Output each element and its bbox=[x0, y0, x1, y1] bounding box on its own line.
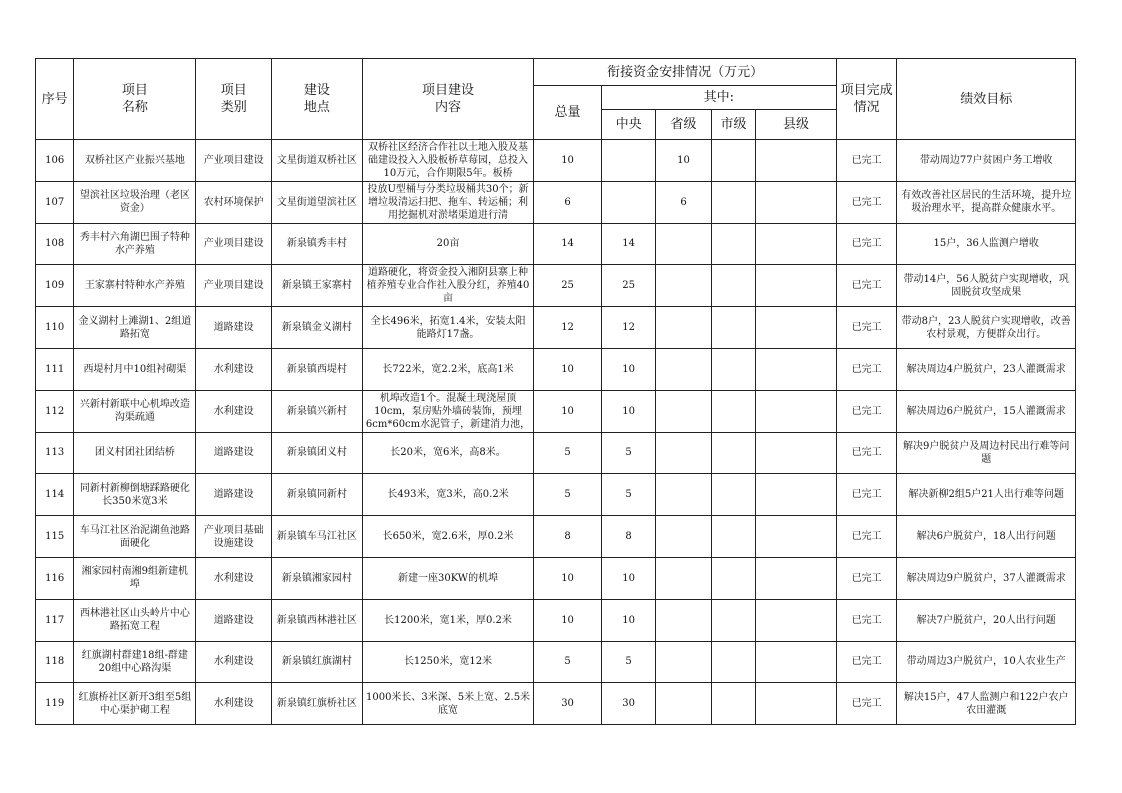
cell-goal: 带动14户，56人脱贫户实现增收，巩固脱贫攻坚成果 bbox=[897, 265, 1076, 307]
cell-type: 水利建设 bbox=[196, 683, 272, 725]
cell-location: 新泉镇红旗桥社区 bbox=[272, 683, 363, 725]
cell-seq: 111 bbox=[36, 348, 74, 390]
cell-goal: 解决7户脱贫户，20人出行问题 bbox=[897, 599, 1076, 641]
table-row bbox=[36, 181, 1076, 223]
cell-name: 西堤村月中10组衬砌渠 bbox=[74, 348, 196, 390]
cell-status: 已完工 bbox=[836, 307, 897, 349]
cell-central bbox=[601, 181, 655, 223]
cell-goal: 解决周边6户脱贫户，15人灌溉需求 bbox=[897, 390, 1076, 432]
cell-location: 新泉镇湘家园村 bbox=[272, 557, 363, 599]
table-row bbox=[36, 599, 1076, 641]
cell-county bbox=[756, 140, 837, 182]
header-of-which: 其中: bbox=[601, 86, 836, 110]
content-text: 长650米，宽2.6米，厚0.2米 bbox=[382, 531, 514, 543]
content-text: 投放U型桶与分类垃圾桶共30个；新增垃圾清运扫把、拖车、转运桶；利用挖掘机对淤堵渠道进行清 bbox=[367, 183, 529, 221]
cell-seq: 107 bbox=[36, 181, 74, 223]
content-text: 20亩 bbox=[436, 238, 460, 250]
cell-location: 新泉镇西堤村 bbox=[272, 348, 363, 390]
cell-type: 产业项目建设 bbox=[196, 265, 272, 307]
cell-provincial bbox=[656, 390, 711, 432]
cell-location: 新泉镇西林港社区 bbox=[272, 599, 363, 641]
cell-provincial bbox=[656, 432, 711, 474]
table-row bbox=[36, 307, 1076, 349]
cell-county bbox=[756, 599, 837, 641]
cell-name: 兴新村新联中心机埠改造沟渠疏通 bbox=[74, 390, 196, 432]
cell-provincial bbox=[656, 223, 711, 265]
cell-goal: 带动周边3户脱贫户，10人农业生产 bbox=[897, 641, 1076, 683]
cell-status: 已完工 bbox=[836, 641, 897, 683]
cell-city bbox=[711, 641, 755, 683]
cell-status: 已完工 bbox=[836, 265, 897, 307]
cell-goal: 15户，36人监测户增收 bbox=[897, 223, 1076, 265]
cell-content bbox=[362, 516, 533, 558]
cell-seq: 115 bbox=[36, 516, 74, 558]
cell-location: 新泉镇车马江社区 bbox=[272, 516, 363, 558]
cell-provincial: 10 bbox=[656, 140, 711, 182]
cell-type: 道路建设 bbox=[196, 599, 272, 641]
cell-location: 新泉镇红旗湖村 bbox=[272, 641, 363, 683]
cell-name: 湘家园村南湘9组新建机埠 bbox=[74, 557, 196, 599]
cell-goal: 带动周边77户贫困户务工增收 bbox=[897, 140, 1076, 182]
table-row bbox=[36, 432, 1076, 474]
cell-location: 文星街道望滨社区 bbox=[272, 181, 363, 223]
cell-status: 已完工 bbox=[836, 348, 897, 390]
cell-seq: 113 bbox=[36, 432, 74, 474]
cell-seq: 119 bbox=[36, 683, 74, 725]
cell-county bbox=[756, 683, 837, 725]
cell-status: 已完工 bbox=[836, 516, 897, 558]
cell-county bbox=[756, 181, 837, 223]
cell-type: 道路建设 bbox=[196, 307, 272, 349]
cell-city bbox=[711, 307, 755, 349]
cell-content bbox=[362, 140, 533, 182]
cell-type: 产业项目基础设施建设 bbox=[196, 516, 272, 558]
cell-central: 30 bbox=[601, 683, 655, 725]
cell-content bbox=[362, 265, 533, 307]
table-row bbox=[36, 265, 1076, 307]
cell-name: 同新村新柳倒塘踩路硬化长350米宽3米 bbox=[74, 474, 196, 516]
cell-name: 车马江社区治泥湖鱼池路面硬化 bbox=[74, 516, 196, 558]
cell-total: 10 bbox=[534, 599, 602, 641]
cell-goal: 解决9户脱贫户及周边村民出行难等问题 bbox=[897, 432, 1076, 474]
cell-provincial bbox=[656, 683, 711, 725]
cell-central: 10 bbox=[601, 599, 655, 641]
header-status: 项目完成 情况 bbox=[836, 59, 897, 140]
cell-goal: 解决15户，47人监测户和122户农户农田灌溉 bbox=[897, 683, 1076, 725]
cell-provincial bbox=[656, 348, 711, 390]
header-location: 建设 地点 bbox=[272, 59, 363, 140]
cell-county bbox=[756, 474, 837, 516]
cell-seq: 106 bbox=[36, 140, 74, 182]
cell-seq: 112 bbox=[36, 390, 74, 432]
table-row bbox=[36, 641, 1076, 683]
cell-content bbox=[362, 348, 533, 390]
header-provincial: 省级 bbox=[656, 110, 711, 140]
cell-provincial bbox=[656, 516, 711, 558]
cell-status: 已完工 bbox=[836, 140, 897, 182]
cell-city bbox=[711, 140, 755, 182]
header-type: 项目 类别 bbox=[196, 59, 272, 140]
cell-central bbox=[601, 140, 655, 182]
cell-status: 已完工 bbox=[836, 474, 897, 516]
cell-status: 已完工 bbox=[836, 683, 897, 725]
cell-central: 8 bbox=[601, 516, 655, 558]
cell-central: 14 bbox=[601, 223, 655, 265]
header-total: 总量 bbox=[534, 86, 602, 140]
cell-city bbox=[711, 432, 755, 474]
cell-location: 文星街道双桥社区 bbox=[272, 140, 363, 182]
cell-city bbox=[711, 348, 755, 390]
cell-central: 10 bbox=[601, 390, 655, 432]
cell-total: 5 bbox=[534, 474, 602, 516]
cell-type: 农村环境保护 bbox=[196, 181, 272, 223]
cell-central: 25 bbox=[601, 265, 655, 307]
content-text: 长20米，宽6米，高8米。 bbox=[390, 447, 506, 459]
table-row bbox=[36, 140, 1076, 182]
cell-name: 红旗湖村群建18组-群建20组中心路沟渠 bbox=[74, 641, 196, 683]
cell-type: 产业项目建设 bbox=[196, 223, 272, 265]
cell-type: 水利建设 bbox=[196, 557, 272, 599]
cell-name: 望滨社区垃圾治理（老区资金） bbox=[74, 181, 196, 223]
cell-type: 水利建设 bbox=[196, 641, 272, 683]
cell-goal: 带动8户，23人脱贫户实现增收，改善农村景观，方便群众出行。 bbox=[897, 307, 1076, 349]
content-text: 全长496米，拓宽1.4米，安装太阳能路灯17盏。 bbox=[370, 315, 526, 340]
table-body bbox=[36, 140, 1076, 725]
cell-type: 水利建设 bbox=[196, 390, 272, 432]
cell-goal: 有效改善社区居民的生活环境，提升垃圾治理水平，提高群众健康水平。 bbox=[897, 181, 1076, 223]
cell-seq: 117 bbox=[36, 599, 74, 641]
cell-total: 10 bbox=[534, 348, 602, 390]
cell-city bbox=[711, 599, 755, 641]
cell-central: 12 bbox=[601, 307, 655, 349]
cell-location: 新泉镇团义村 bbox=[272, 432, 363, 474]
content-text: 1000米长、3米深、5米上宽、2.5米底宽 bbox=[365, 691, 531, 716]
cell-total: 30 bbox=[534, 683, 602, 725]
cell-name: 双桥社区产业振兴基地 bbox=[74, 140, 196, 182]
project-table bbox=[35, 58, 1076, 725]
cell-content bbox=[362, 223, 533, 265]
cell-city bbox=[711, 223, 755, 265]
content-text: 道路硬化，将资金投入湘阴县寨上种植养殖专业合作社入股分红，养殖40亩 bbox=[366, 267, 530, 305]
cell-total: 14 bbox=[534, 223, 602, 265]
cell-county bbox=[756, 265, 837, 307]
cell-county bbox=[756, 432, 837, 474]
cell-provincial bbox=[656, 641, 711, 683]
table-row bbox=[36, 516, 1076, 558]
content-text: 长1200米，宽1米，厚0.2米 bbox=[384, 614, 512, 626]
cell-city bbox=[711, 390, 755, 432]
cell-content bbox=[362, 181, 533, 223]
cell-city bbox=[711, 474, 755, 516]
cell-content bbox=[362, 474, 533, 516]
cell-total: 12 bbox=[534, 307, 602, 349]
cell-name: 西林港社区山头岭片中心路拓宽工程 bbox=[74, 599, 196, 641]
cell-central: 5 bbox=[601, 432, 655, 474]
cell-county bbox=[756, 516, 837, 558]
cell-total: 5 bbox=[534, 641, 602, 683]
cell-content bbox=[362, 390, 533, 432]
cell-city bbox=[711, 683, 755, 725]
cell-total: 25 bbox=[534, 265, 602, 307]
cell-seq: 116 bbox=[36, 557, 74, 599]
cell-status: 已完工 bbox=[836, 181, 897, 223]
header-content: 项目建设 内容 bbox=[362, 59, 533, 140]
cell-location: 新泉镇秀丰村 bbox=[272, 223, 363, 265]
cell-status: 已完工 bbox=[836, 432, 897, 474]
cell-type: 水利建设 bbox=[196, 348, 272, 390]
table-row bbox=[36, 557, 1076, 599]
cell-provincial bbox=[656, 265, 711, 307]
cell-location: 新泉镇兴新村 bbox=[272, 390, 363, 432]
cell-name: 团义村团社团结桥 bbox=[74, 432, 196, 474]
cell-city bbox=[711, 265, 755, 307]
table-row bbox=[36, 683, 1076, 725]
cell-total: 8 bbox=[534, 516, 602, 558]
table-row bbox=[36, 474, 1076, 516]
table-row bbox=[36, 390, 1076, 432]
cell-seq: 108 bbox=[36, 223, 74, 265]
header-county: 县级 bbox=[756, 110, 837, 140]
cell-provincial: 6 bbox=[656, 181, 711, 223]
cell-provincial bbox=[656, 599, 711, 641]
cell-goal: 解决新柳2组5户21人出行难等问题 bbox=[897, 474, 1076, 516]
header-city: 市级 bbox=[711, 110, 755, 140]
cell-county bbox=[756, 223, 837, 265]
cell-city bbox=[711, 516, 755, 558]
cell-name: 秀丰村六角湖巴围子特种水产养殖 bbox=[74, 223, 196, 265]
cell-seq: 118 bbox=[36, 641, 74, 683]
cell-city bbox=[711, 557, 755, 599]
header-seq: 序号 bbox=[36, 59, 74, 140]
cell-seq: 114 bbox=[36, 474, 74, 516]
cell-name: 金义湖村上滩湖1、2组道路拓宽 bbox=[74, 307, 196, 349]
cell-content bbox=[362, 683, 533, 725]
cell-county bbox=[756, 557, 837, 599]
cell-county bbox=[756, 641, 837, 683]
cell-type: 产业项目建设 bbox=[196, 140, 272, 182]
cell-total: 10 bbox=[534, 390, 602, 432]
cell-county bbox=[756, 307, 837, 349]
cell-provincial bbox=[656, 557, 711, 599]
cell-seq: 110 bbox=[36, 307, 74, 349]
header-goal: 绩效目标 bbox=[897, 59, 1076, 140]
header-central: 中央 bbox=[601, 110, 655, 140]
cell-city bbox=[711, 181, 755, 223]
cell-type: 道路建设 bbox=[196, 474, 272, 516]
cell-provincial bbox=[656, 307, 711, 349]
header-funds: 衔接资金安排情况（万元） bbox=[534, 59, 837, 86]
cell-total: 5 bbox=[534, 432, 602, 474]
content-text: 机埠改造1个。混凝土现浇屋顶10cm，泵房贴外墙砖装饰，预埋6cm*60cm水泥管子，新建消力池， bbox=[365, 392, 531, 430]
header-name: 项目 名称 bbox=[74, 59, 196, 140]
cell-location: 新泉镇王家寨村 bbox=[272, 265, 363, 307]
content-text: 双桥社区经济合作社以土地入股及基础建设投入入股板桥草莓园，总投入10万元，合作期限5年。板桥 bbox=[368, 141, 529, 179]
cell-status: 已完工 bbox=[836, 390, 897, 432]
cell-seq: 109 bbox=[36, 265, 74, 307]
cell-central: 5 bbox=[601, 474, 655, 516]
cell-goal: 解决6户脱贫户，18人出行问题 bbox=[897, 516, 1076, 558]
cell-name: 红旗桥社区新开3组至5组中心渠护砌工程 bbox=[74, 683, 196, 725]
cell-name: 王家寨村特种水产养殖 bbox=[74, 265, 196, 307]
cell-total: 10 bbox=[534, 557, 602, 599]
cell-total: 10 bbox=[534, 140, 602, 182]
cell-county bbox=[756, 348, 837, 390]
cell-status: 已完工 bbox=[836, 557, 897, 599]
cell-central: 10 bbox=[601, 348, 655, 390]
cell-content bbox=[362, 432, 533, 474]
cell-status: 已完工 bbox=[836, 599, 897, 641]
cell-total: 6 bbox=[534, 181, 602, 223]
cell-content bbox=[362, 641, 533, 683]
cell-central: 5 bbox=[601, 641, 655, 683]
cell-type: 道路建设 bbox=[196, 432, 272, 474]
cell-content bbox=[362, 599, 533, 641]
cell-goal: 解决周边4户脱贫户，23人灌溉需求 bbox=[897, 348, 1076, 390]
content-text: 长493米，宽3米，高0.2米 bbox=[387, 489, 509, 501]
cell-central: 10 bbox=[601, 557, 655, 599]
content-text: 新建一座30KW的机埠 bbox=[397, 572, 499, 584]
table-row bbox=[36, 348, 1076, 390]
table-row bbox=[36, 223, 1076, 265]
cell-content bbox=[362, 307, 533, 349]
cell-goal: 解决周边9户脱贫户，37人灌溉需求 bbox=[897, 557, 1076, 599]
cell-content bbox=[362, 557, 533, 599]
content-text: 长1250米，宽12米 bbox=[403, 656, 493, 668]
cell-location: 新泉镇金义湖村 bbox=[272, 307, 363, 349]
content-text: 长722米，宽2.2米，底高1米 bbox=[382, 363, 514, 375]
cell-county bbox=[756, 390, 837, 432]
cell-provincial bbox=[656, 474, 711, 516]
cell-location: 新泉镇同新村 bbox=[272, 474, 363, 516]
cell-status: 已完工 bbox=[836, 223, 897, 265]
